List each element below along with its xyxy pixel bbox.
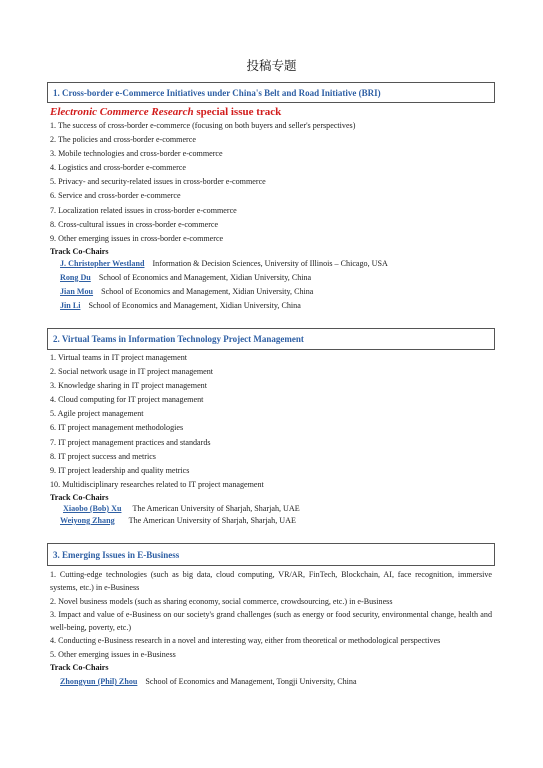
- topic-item: 9. Other emerging issues in cross-border e-commerce: [50, 233, 224, 243]
- topic-item: 4. Conducting e-Business research in a novel and interesting way, either from theoretical or methodological perspectives: [50, 636, 441, 646]
- topic-item: 1. The success of cross-border e-commerce (focusing on both buyers and seller's perspectives): [50, 121, 356, 130]
- chair-row: [50, 271, 492, 285]
- chair-affiliation: The American University of Sharjah, Sharjah, UAE: [132, 503, 300, 513]
- section-2-heading-box: [47, 328, 495, 350]
- track-co-chairs-label: Track Co-Chairs: [50, 492, 109, 502]
- topic-item: 7. Localization related issues in cross-border e-commerce: [50, 205, 237, 215]
- chair-name-link[interactable]: Jian Mou: [60, 287, 94, 297]
- section-1-heading-box: [47, 82, 495, 103]
- chair-row: [50, 299, 492, 313]
- topic-item: 8. Cross-cultural issues in cross-border e-commerce: [50, 219, 219, 229]
- topic-item: 8. IT project success and metrics: [50, 451, 156, 461]
- section-1-body: [50, 105, 492, 313]
- special-track-title: [50, 105, 492, 119]
- topic-item: 6. Service and cross-border e-commerce: [50, 191, 181, 201]
- topic-item: 7. IT project management practices and standards: [50, 437, 211, 447]
- track-co-chairs-label: Track Co-Chairs: [50, 663, 109, 673]
- topic-item: 2. Novel business models (such as sharing economy, social commerce, crowdsourcing, etc.) in e-Business: [50, 596, 393, 606]
- chair-row: [50, 675, 492, 689]
- chair-row: [50, 257, 492, 271]
- chair-name-link[interactable]: J. Christopher Westland: [60, 258, 145, 268]
- chair-affiliation: The American University of Sharjah, Sharjah, UAE: [128, 515, 296, 525]
- chair-row: [50, 515, 492, 527]
- topic-item: 5. Other emerging issues in e-Business: [50, 649, 176, 659]
- chair-name-link[interactable]: Rong Du: [60, 272, 91, 282]
- chair-name-link[interactable]: Jin Li: [60, 301, 81, 311]
- topic-item: 3. Impact and value of e-Business on our society's grand challenges (such as energy or food security, environmental change, health and well-being, poverty, etc.): [50, 609, 492, 633]
- topic-item: 4. Logistics and cross-border e-commerce: [50, 163, 186, 173]
- topic-item: 2. Social network usage in IT project management: [50, 367, 214, 377]
- topic-item: 2. The policies and cross-border e-commerce: [50, 135, 196, 145]
- section-2-body: [50, 351, 492, 527]
- topic-item: 6. IT project management methodologies: [50, 423, 184, 433]
- chair-row: [50, 503, 492, 515]
- section-3-heading-box: [47, 543, 495, 566]
- topic-item: 1. Cutting-edge technologies (such as big data, cloud computing, VR/AR, FinTech, Blockchain, AI, face recognition, immersive systems, etc.) in e-Business: [50, 570, 492, 593]
- page-title: 投稿专题: [246, 58, 297, 73]
- chair-affiliation: Information & Decision Sciences, University of Illinois – Chicago, USA: [152, 258, 388, 268]
- chair-name-link[interactable]: Zhongyun (Phil) Zhou: [60, 677, 138, 687]
- track-co-chairs-label: Track Co-Chairs: [50, 246, 109, 256]
- topic-item: 10. Multidisciplinary researches related to IT project management: [50, 479, 264, 489]
- topic-item: 5. Agile project management: [50, 409, 144, 419]
- chair-affiliation: School of Economics and Management, Xidian University, China: [101, 287, 314, 297]
- journal-name: Electronic Commerce Research: [50, 106, 194, 118]
- special-track-suffix: special issue track: [193, 106, 282, 118]
- topic-item: 3. Knowledge sharing in IT project management: [50, 381, 207, 391]
- chair-affiliation: School of Economics and Management, Tongji University, China: [145, 677, 357, 687]
- topic-item: 3. Mobile technologies and cross-border e-commerce: [50, 149, 223, 159]
- chair-row: [50, 285, 492, 299]
- topic-item: 4. Cloud computing for IT project management: [50, 395, 204, 405]
- topic-item: 5. Privacy- and security-related issues in cross-border e-commerce: [50, 177, 266, 187]
- chair-affiliation: School of Economics and Management, Xidian University, China: [98, 272, 312, 282]
- chair-name-link[interactable]: Weiyong Zhang: [60, 515, 115, 525]
- section-3-body: [50, 568, 492, 689]
- section-3-heading: 3. Emerging Issues in E-Business: [53, 549, 180, 560]
- chair-affiliation: School of Economics and Management, Xidian University, China: [88, 301, 301, 311]
- section-2-heading: 2. Virtual Teams in Information Technology Project Management: [53, 334, 304, 344]
- topic-item: 1. Virtual teams in IT project management: [50, 353, 187, 362]
- topic-item: 9. IT project leadership and quality metrics: [50, 465, 190, 475]
- chair-name-link[interactable]: Xiaobo (Bob) Xu: [63, 503, 122, 513]
- section-1-heading: 1. Cross-border e-Commerce Initiatives under China's Belt and Road Initiative (BRI): [53, 87, 381, 98]
